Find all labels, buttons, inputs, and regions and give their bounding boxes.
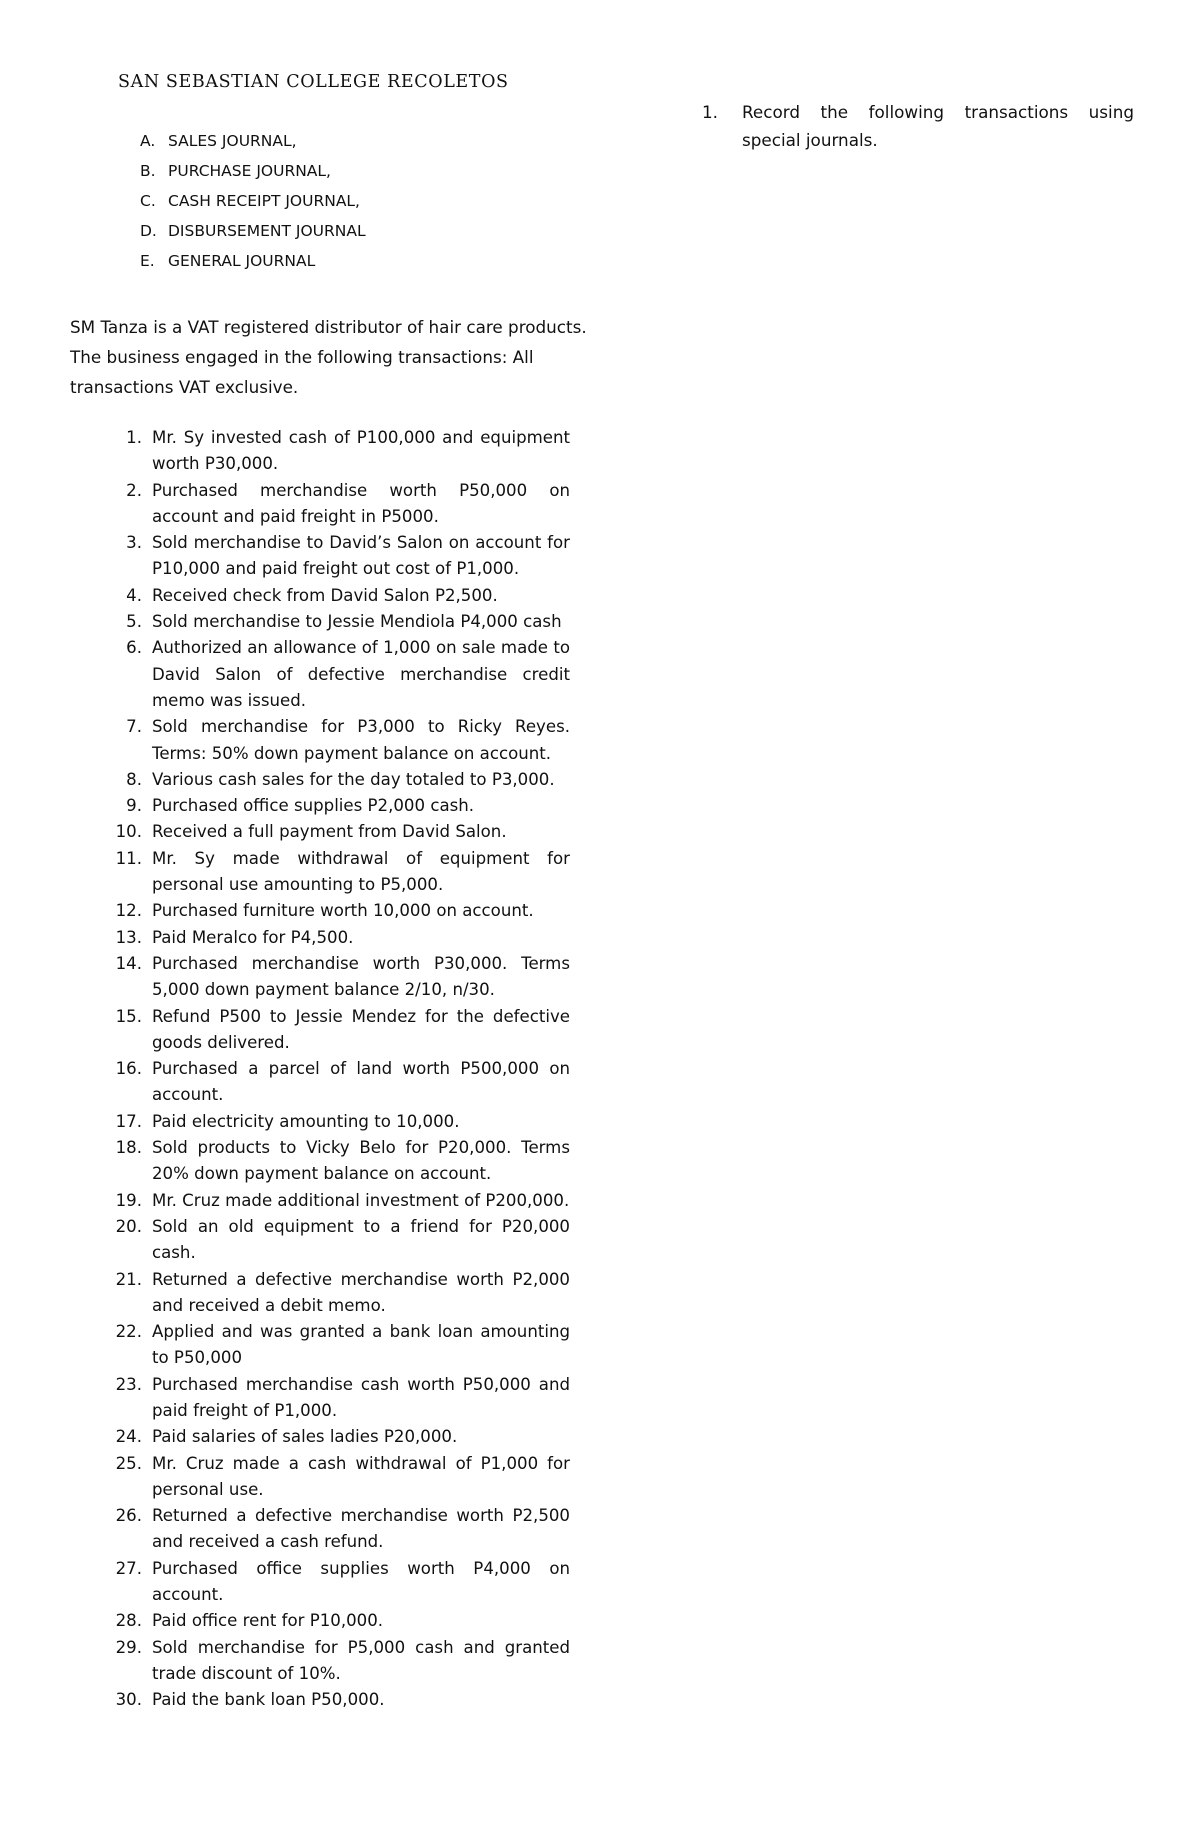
journal-item: D. DISBURSEMENT JOURNAL (140, 222, 366, 240)
transaction-item (100, 793, 570, 819)
transaction-number: 11. (115, 848, 142, 868)
transaction-text: Applied and was granted a bank loan amounting to P50,000 (152, 1322, 570, 1368)
transaction-item (100, 898, 570, 924)
transaction-item (100, 1004, 570, 1057)
transaction-number: 22. (115, 1322, 142, 1342)
transaction-number: 4. (126, 585, 142, 605)
transaction-number: 20. (115, 1216, 142, 1236)
transaction-text: Purchased merchandise worth P50,000 on account and paid freight in P5000. (152, 480, 570, 526)
transaction-item (100, 583, 570, 609)
transaction-number: 3. (126, 533, 142, 553)
transaction-item (100, 1319, 570, 1372)
transaction-text: Returned a defective merchandise worth P2,500 and received a cash refund. (152, 1506, 570, 1552)
transaction-number: 15. (115, 1006, 142, 1026)
transaction-item (100, 530, 570, 583)
transaction-item (100, 1635, 570, 1688)
transaction-text: Refund P500 to Jessie Mendez for the defective goods delivered. (152, 1006, 570, 1052)
journal-item: E. GENERAL JOURNAL (140, 252, 316, 270)
transaction-text: Returned a defective merchandise worth P2,000 and received a debit memo. (152, 1269, 570, 1315)
transaction-text: Purchased a parcel of land worth P500,000 on account. (152, 1059, 570, 1105)
task-instruction (702, 98, 1134, 154)
transaction-text: Mr. Sy invested cash of P100,000 and equipment worth P30,000. (152, 428, 570, 474)
transaction-item (100, 1372, 570, 1425)
transaction-number: 28. (115, 1611, 142, 1631)
transaction-item (100, 1267, 570, 1320)
transaction-item (100, 635, 570, 714)
transaction-text: Various cash sales for the day totaled to P3,000. (152, 769, 555, 789)
school-name: SAN SEBASTIAN COLLEGE RECOLETOS (118, 72, 509, 92)
journal-item: B. PURCHASE JOURNAL, (140, 162, 331, 180)
transaction-item (100, 1687, 570, 1713)
transaction-number: 7. (126, 717, 142, 737)
transaction-number: 8. (126, 769, 142, 789)
transaction-number: 2. (126, 480, 142, 500)
transaction-text: Paid office rent for P10,000. (152, 1611, 384, 1631)
transaction-text: Sold merchandise to David’s Salon on account for P10,000 and paid freight out cost of P1,000. (152, 533, 570, 579)
transaction-text: Sold merchandise for P3,000 to Ricky Reyes. Terms: 50% down payment balance on account. (152, 717, 570, 763)
journal-item: A. SALES JOURNAL, (140, 132, 297, 150)
transaction-text: Purchased furniture worth 10,000 on account. (152, 901, 534, 921)
transaction-text: Paid salaries of sales ladies P20,000. (152, 1427, 458, 1447)
transaction-number: 19. (115, 1190, 142, 1210)
transaction-text: Purchased merchandise worth P30,000. Terms 5,000 down payment balance 2/10, n/30. (152, 953, 570, 1000)
transaction-list (100, 425, 570, 1714)
transaction-item (100, 925, 570, 951)
task-text: Record the following transactions using special journals. (742, 102, 1134, 150)
task-number: 1. (702, 102, 719, 122)
transaction-text: Mr. Sy made withdrawal of equipment for personal use amounting to P5,000. (152, 848, 570, 895)
journal-item: C. CASH RECEIPT JOURNAL, (140, 192, 360, 210)
transaction-item (100, 1214, 570, 1267)
transaction-text: Paid the bank loan P50,000. (152, 1690, 385, 1710)
transaction-number: 16. (115, 1059, 142, 1079)
transaction-number: 6. (126, 638, 142, 658)
transaction-text: Sold merchandise to Jessie Mendiola P4,000 cash (152, 612, 562, 632)
transaction-text: Paid electricity amounting to 10,000. (152, 1111, 460, 1131)
transaction-text: Purchased office supplies worth P4,000 on account. (152, 1558, 570, 1605)
transaction-item (100, 1188, 570, 1214)
transaction-item (100, 1451, 570, 1504)
transaction-item (100, 951, 570, 1004)
transaction-text: Received check from David Salon P2,500. (152, 585, 498, 605)
transaction-number: 1. (126, 428, 142, 447)
transaction-item (100, 1056, 570, 1109)
transaction-number: 24. (115, 1427, 142, 1447)
transaction-number: 10. (115, 822, 142, 842)
transaction-number: 26. (115, 1506, 142, 1526)
transaction-item (100, 1503, 570, 1556)
transaction-item (100, 1109, 570, 1135)
transaction-number: 5. (126, 612, 142, 632)
transaction-number: 23. (115, 1374, 142, 1394)
transaction-item (100, 1556, 570, 1609)
transaction-number: 27. (115, 1558, 142, 1578)
transaction-text: Paid Meralco for P4,500. (152, 927, 354, 947)
journal-list (140, 130, 366, 280)
transaction-number: 13. (115, 927, 142, 947)
transaction-text: Mr. Cruz made additional investment of P200,000. (152, 1190, 570, 1210)
transaction-number: 25. (115, 1453, 142, 1473)
transaction-item (100, 1135, 570, 1188)
transaction-number: 29. (115, 1637, 142, 1657)
transaction-text: Sold products to Vicky Belo for P20,000. Terms 20% down payment balance on account. (152, 1138, 570, 1184)
transaction-item (100, 1424, 570, 1450)
transaction-number: 12. (115, 901, 142, 921)
transaction-item (100, 819, 570, 845)
transaction-text: Mr. Cruz made a cash withdrawal of P1,000 for personal use. (152, 1453, 570, 1499)
transaction-item (100, 714, 570, 767)
transaction-number: 30. (115, 1690, 142, 1710)
transaction-number: 14. (115, 953, 142, 973)
transaction-item (100, 425, 570, 478)
transaction-number: 9. (126, 796, 142, 816)
transaction-text: Received a full payment from David Salon. (152, 822, 507, 842)
transaction-text: Sold an old equipment to a friend for P20,000 cash. (152, 1216, 570, 1263)
transaction-item (100, 1608, 570, 1634)
transaction-item (100, 609, 570, 635)
transaction-text: Sold merchandise for P5,000 cash and granted trade discount of 10%. (152, 1637, 570, 1683)
transaction-number: 21. (115, 1269, 142, 1289)
transaction-text: Purchased office supplies P2,000 cash. (152, 796, 475, 816)
transaction-text: Authorized an allowance of 1,000 on sale made to David Salon of defective merchandise credit memo was issued. (152, 638, 570, 710)
transaction-number: 17. (115, 1111, 142, 1131)
intro-paragraph: SM Tanza is a VAT registered distributor of hair care products. The business engaged in the following transactions: All transactions VAT exclusive. (70, 317, 587, 397)
transaction-item (100, 478, 570, 531)
transaction-item (100, 767, 570, 793)
transaction-text: Purchased merchandise cash worth P50,000 and paid freight of P1,000. (152, 1374, 570, 1420)
transaction-number: 18. (115, 1138, 142, 1158)
transaction-item (100, 846, 570, 899)
